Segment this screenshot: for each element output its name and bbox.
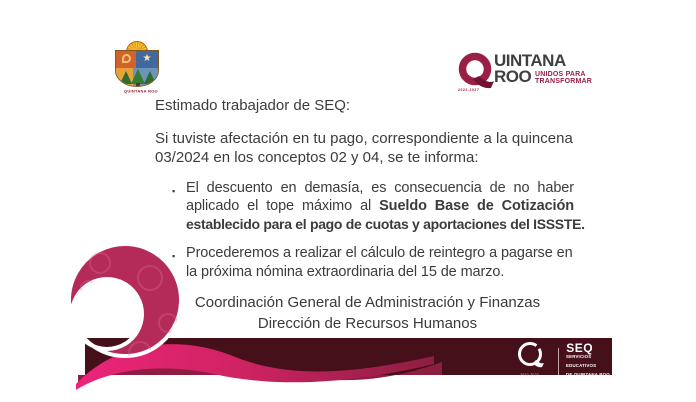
tagline-line2: TRANSFORMAR: [535, 78, 593, 85]
seq-sub2: EDUCATIVOS: [566, 362, 597, 368]
bullet1-line2-normal: aplicado el tope máximo al: [186, 198, 380, 214]
seq-q-emblem: [506, 340, 553, 382]
star-icon: ★: [142, 53, 152, 64]
quintana-roo-brand-logo: [457, 50, 607, 98]
intro-line-2: 03/2024 en los conceptos 02 y 04, se te informa:: [155, 149, 479, 166]
trees-icon: [116, 68, 159, 87]
seq-sub1: SERVICIOS: [566, 353, 592, 359]
tagline-line1: UNIDOS PARA: [535, 71, 586, 78]
seq-years: 2022-2027: [520, 373, 540, 377]
shield-quadrant-star: [136, 51, 158, 68]
bullet-icon: ▪: [172, 186, 176, 196]
decorative-q-wave-art: [0, 228, 470, 402]
wordmark-quintana: UINTANA: [494, 51, 566, 70]
brand-tagline: [535, 71, 592, 85]
intro-line-1: Si tuviste afectación en tu pago, correspondiente a la quincena: [155, 130, 573, 147]
shield-icon: [115, 50, 159, 87]
greeting-text: Estimado trabajador de SEQ:: [155, 97, 351, 114]
bullet1-line2-bold: Sueldo Base de Cotización: [379, 198, 574, 214]
big-q-ring: [69, 244, 181, 356]
bullet-item-descuento: [172, 179, 585, 233]
bullet2-line2: la próxima nómina extraordinaria del 15 de marzo.: [186, 264, 505, 280]
seq-wordmark: [566, 342, 646, 381]
wordmark-roo: ROO: [494, 67, 532, 86]
coat-of-arms-caption: QUINTANA ROO: [124, 89, 158, 94]
brand-years: 2022-2027: [458, 88, 480, 93]
bullet-icon: ▪: [172, 251, 176, 261]
bullet1-line3-bold: establecido para el pago de cuotas y aportaciones del ISSSTE.: [186, 216, 585, 232]
divider: [558, 348, 559, 375]
bullet1-line2: [186, 197, 574, 215]
shield-trees-field: [116, 68, 159, 87]
bullet2-line1: Procederemos a realizar el cálculo de reintegro a pagarse en: [186, 245, 573, 261]
seq-title: SEQ: [566, 340, 594, 355]
bullet1-text: [186, 179, 585, 233]
seq-q-icon: [513, 340, 547, 370]
caracol-icon: [122, 54, 131, 63]
intro-paragraph: [155, 129, 573, 167]
bullet1-line1: El descuento en demasía, es consecuencia de no haber: [186, 180, 574, 196]
seq-logo-block: [506, 340, 646, 382]
signature-line1: Coordinación General de Administración y Finanzas: [194, 294, 541, 311]
quintana-roo-coat-of-arms: [111, 41, 163, 98]
seq-sub3: DE QUINTANA ROO: [566, 371, 611, 377]
signature-line2: Dirección de Recursos Humanos: [257, 315, 478, 332]
shield-quadrant-caracol: [116, 51, 138, 68]
